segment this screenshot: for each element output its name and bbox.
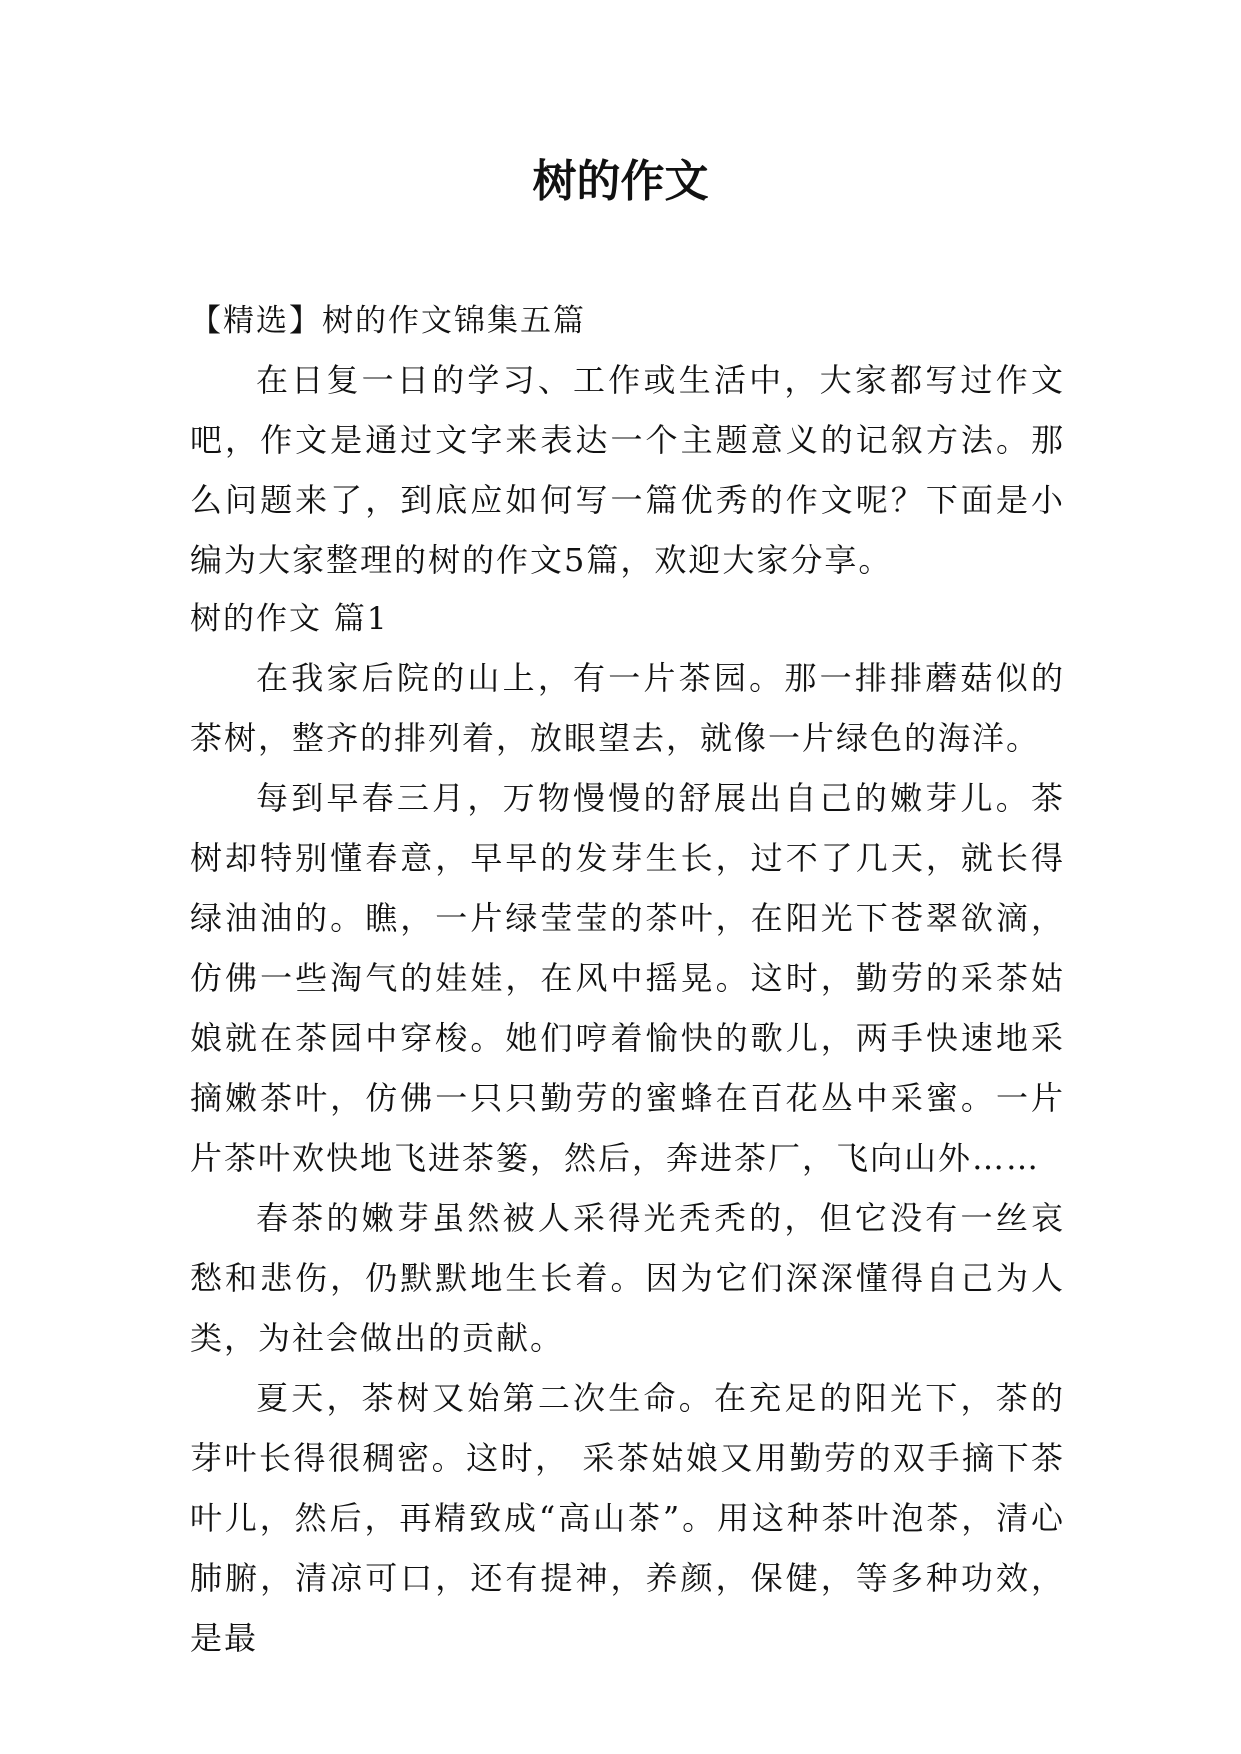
paragraph: 在我家后院的山上，有一片茶园。那一排排蘑菇似的茶树，整齐的排列着，放眼望去，就像一片绿色的海洋。 xyxy=(190,659,1065,757)
document-subtitle: 【精选】树的作文锦集五篇 xyxy=(190,303,586,339)
document-body xyxy=(190,292,1065,1668)
paragraph: 每到早春三月，万物慢慢的舒展出自己的嫩芽儿。茶树却特别懂春意，早早的发芽生长，过不了几天，就长得绿油油的。瞧，一片绿莹莹的茶叶，在阳光下苍翠欲滴，仿佛一些淘气的娃娃，在风中摇晃。这时，勤劳的采茶姑娘就在茶园中穿梭。她们哼着愉快的歌儿，两手快速地采摘嫩茶叶，仿佛一只只勤劳的蜜蜂在百花丛中采蜜。一片片茶叶欢快地飞进茶篓，然后，奔进茶厂，飞向山外…… xyxy=(190,779,1065,1177)
section-heading: 树的作文 篇1 xyxy=(190,601,389,637)
intro-paragraph: 在日复一日的学习、工作或生活中，大家都写过作文吧，作文是通过文字来表达一个主题意义的记叙方法。那么问题来了，到底应如何写一篇优秀的作文呢？下面是小编为大家整理的树的作文5篇，欢迎大家分享。 xyxy=(190,361,1065,579)
paragraph: 春茶的嫩芽虽然被人采得光秃秃的，但它没有一丝哀愁和悲伤，仍默默地生长着。因为它们深深懂得自己为人类，为社会做出的贡献。 xyxy=(190,1199,1065,1357)
document-title: 树的作文 xyxy=(532,156,709,207)
paragraph: 夏天，茶树又始第二次生命。在充足的阳光下，茶的芽叶长得很稠密。这时， 采茶姑娘又用勤劳的双手摘下茶叶儿，然后，再精致成“高山茶”。用这种茶叶泡茶，清心肺腑，清凉可口，还有提神，养颜，保健，等多种功效，是最 xyxy=(190,1379,1065,1657)
